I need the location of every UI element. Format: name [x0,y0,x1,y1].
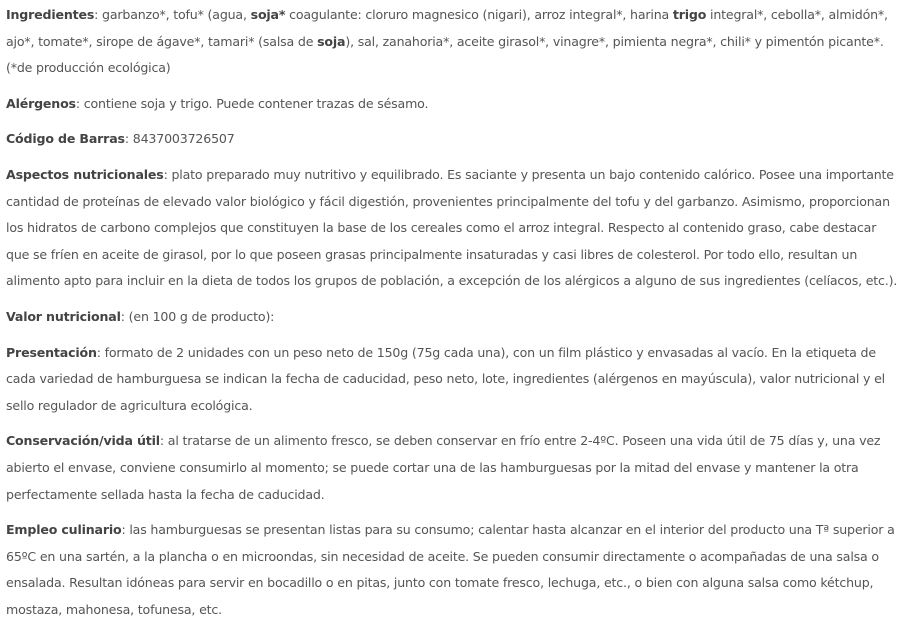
ingredients-text-3: integral*, cebolla*, almidón*, ajo*, tomate*, sirope de ágave*, tamari* (salsa de [6,7,888,49]
presentation-text: : formato de 2 unidades con un peso neto de 150g (75g cada una), con un film plástico y envasadas al vacío. En la etiqueta de cada variedad de hamburguesa se indican la fecha de caducidad, peso neto, lote, ingredientes (alérgenos en mayúscula), valor nutricional y el sello regulador de agricultura ecológica. [6,344,886,413]
ingredients-label: Ingredientes [6,7,95,22]
storage-text: : al tratarse de un alimento fresco, se deben conservar en frío entre 2-4ºC. Poseen una vida útil de 75 días y, una vez abierto el envase, conviene consumirlo al momento; se puede cortar una de las hamburguesas por la mitad del envase y mantener la otra perfectamente sellada hasta la fecha de caducidad. [6,433,881,502]
barcode-label: Código de Barras [6,131,125,147]
nutritional-value-label: Valor nutricional [6,308,121,324]
culinary-use-text: : las hamburguesas se presentan listas para su consumo; calentar hasta alcanzar en el interior del producto una Tª superior a 65ºC en una sartén, a la plancha o en microondas, sin necesidad de aceite. Se pueden consumir directamente o acompañadas de una salsa o ensalada. Resultan idóneas para servir en bocadillo o en pitas, junto con tomate fresco, lechuga, etc., o bien con alguna salsa como kétchup, mostaza, mahonesa, tofunesa, etc. [6,522,895,617]
allergens-label: Alérgenos [6,95,76,111]
ingredients-text-2: coagulante: cloruro magnesico (nigari), arroz integral*, harina [285,7,673,22]
allergens-paragraph [6,91,900,118]
culinary-use-paragraph [6,517,900,623]
nutritional-aspects-label: Aspectos nutricionales [6,166,164,182]
ingredients-allergen-soja: soja* [250,7,286,22]
culinary-use-label: Empleo culinario [6,522,122,538]
nutritional-value-paragraph [6,304,900,331]
barcode-text: : 8437003726507 [124,131,235,147]
nutritional-aspects-paragraph [6,162,900,295]
ingredients-allergen-trigo: trigo [672,7,707,22]
storage-paragraph [6,428,900,508]
ingredients-paragraph [6,2,900,82]
barcode-paragraph [6,126,900,153]
ingredients-text-4: ), sal, zanahoria*, aceite girasol*, vinagre*, pimienta negra*, chili* y pimentón picante*. (*de producción ecológica) [6,33,884,76]
nutritional-value-text: : (en 100 g de producto): [120,308,275,324]
storage-label: Conservación/vida útil [6,433,160,449]
ingredients-text-1: : garbanzo*, tofu* (agua, [94,7,251,22]
presentation-paragraph [6,340,900,420]
allergens-text: : contiene soja y trigo. Puede contener trazas de sésamo. [75,95,429,111]
presentation-label: Presentación [6,344,97,360]
nutritional-aspects-text: : plato preparado muy nutritivo y equilibrado. Es saciante y presenta un bajo contenido calórico. Posee una importante cantidad de proteínas de elevado valor biológico y fácil digestión, provenientes principalmente del tofu y del garbanzo. Asimismo, proporcionan los hidratos de carbono complejos que constituyen la base de los cereales como el arroz integral. Respecto al contenido graso, cabe destacar que se fríen en aceite de girasol, por lo que poseen grasas principalmente insaturadas y casi libres de colesterol. Por todo ello, resultan un alimento apto para incluir en la dieta de todos los grupos de población, a excepción de los alérgicos a alguno de sus ingredientes (celíacos, etc.). [6,166,898,289]
ingredients-allergen-soja-2: soja [317,33,346,49]
